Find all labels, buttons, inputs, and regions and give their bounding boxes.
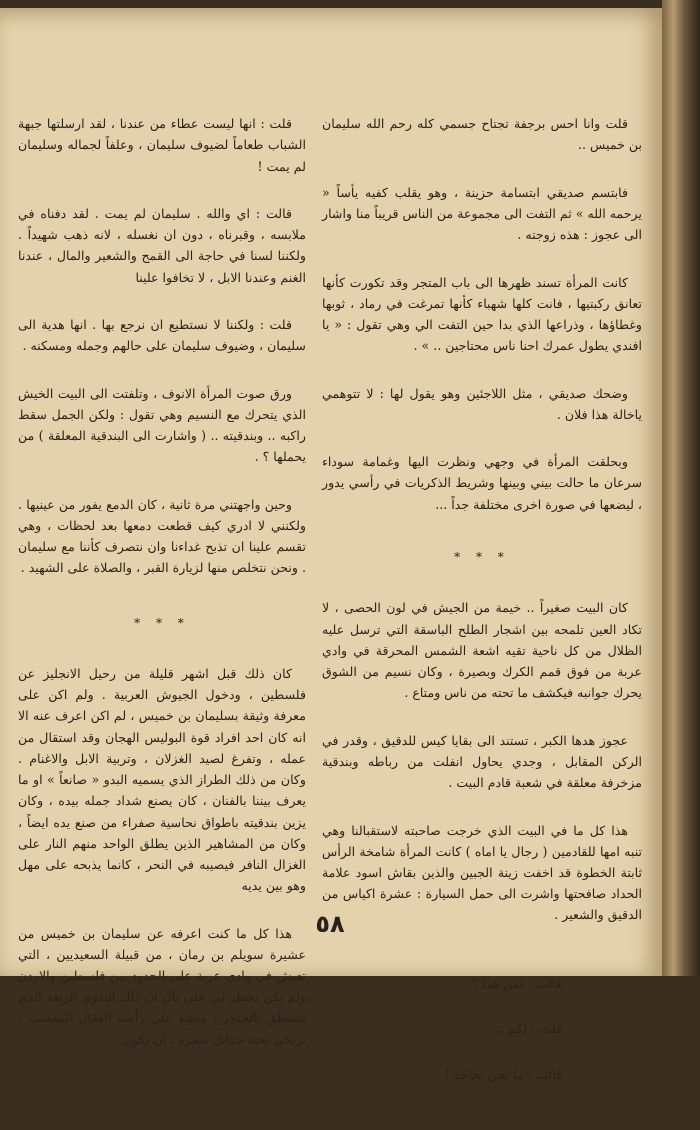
paragraph: هذا كل ما كنت اعرفه عن سليمان بن خميس من عشيرة سويلم بن رمان ، من قبيلة السعيديين ، التي تعيش في وادي عربة على الحدود بين فلسطين والاردن ولم يكن يخطر لي على بال ان ذلك البدوي الربعة الذي يتمنطق بالخنجر ، ويضع على رأسه العقال المقصب ، ترتخي تحته جدائل شعره ، ان يكون	[18, 925, 306, 1047]
paragraph: وضحك صديقي ، مثل اللاجئين وهو يقول لها : لا تتوهمي ياخالة هذا فلان .	[322, 385, 642, 422]
paragraph: قلت : ولكننا لا نستطيع ان نرجع بها . انها هدية الى سليمان ، وضيوف سليمان على حالهم وجمله ومسكنه .	[18, 317, 306, 354]
page-number: ٥٨	[315, 910, 345, 938]
paragraph: قلت وانا احس برجفة تجتاح جسمي كله رحم الله سليمان بن خميس ..	[322, 116, 642, 153]
dialog-line: قلت : لكم ..	[496, 1021, 562, 1037]
dialog-block	[322, 952, 642, 1109]
right-column	[322, 92, 642, 1130]
paragraph: فابتسم صديقي ابتسامة حزينة ، وهو يقلب كفيه يأساً « يرحمه الله » ثم التفت الى مجموعة من الناس قريباً منا واشار الى عجوز : هذه زوجته .	[321, 184, 642, 243]
section-separator: * * *	[134, 615, 190, 630]
book-page	[0, 8, 662, 1082]
paragraph: كانت المرأة تسند ظهرها الى باب المتجر وقد تكورت كأنها تعانق ركبتيها ، فانت كلها شهباء كأنها تمرغت في رماد ، ثوبها وغطاؤها ، وذراعها الذي بدا حين التفت الي وهي تقول : « يا افندي يطول عمرك احنا ناس محتاجين .. » .	[322, 274, 642, 354]
paragraph: وحين واجهتني مرة ثانية ، كان الدمع يفور من عينيها . ولكنني لا ادري كيف قطعت دمعها بعد لحظات ، وهي تقسم علينا ان تذبح غداءنا وان نتصرف كأننا مع سليمان . ونحن نتخلص منها لزيارة القبر ، والصلاة على الشهيد .	[18, 496, 306, 576]
paragraph: قلت : انها ليست عطاء من عندنا ، لقد ارسلتها جبهة الشباب طعاماً لضيوف سليمان ، وعلفاً لجماله وسليمان لم يمت !	[18, 116, 306, 174]
paragraph: قالت : اي والله . سليمان لم يمت . لقد دفناه في ملابسه ، وقبرناه ، دون ان نغسله ، لانه ذهب شهيداً . ولكننا لسنا في حاجة الى القمح والشعير والمال ، عندنا الغنم وعندنا الابل ، لا تخافوا علينا	[18, 206, 306, 285]
left-column	[18, 92, 306, 1076]
section-separator: * * *	[454, 550, 510, 565]
paragraph: كان البيت صغيراً .. خيمة من الجيش في لون الحصى ، لا تكاد العين تلمحه بين اشجار الطلح الباسقة التي ترسل عليه الظلال من كل ناحية تقيه اشعة الشمس المحرقة في وادي عربة من فوق قمم الكرك وبصيرة ، وكان نسيم من الشوق يحرك جوانبه فيكشف ما تحته من ناس ومتاع .	[322, 600, 642, 701]
paragraph: وبحلقت المرأة في وجهي ونظرت اليها وغمامة سوداء سرعان ما حالت بيني وبينها وشريط الذكريات في رأسي يدور ، ليضعها في صورة اخرى مختلفة جداً ...	[322, 454, 642, 512]
paragraph: كان ذلك قبل اشهر قليلة من رحيل الانجليز عن فلسطين ، ودخول الجيوش العربية . ولم اكن على معرفة وثيقة بسليمان بن خميس ، لم اكن اعرف عنه الا انه كان احد افراد قوة البوليس الهجان وقد استقال من عمله ، وتفرغ لصيد الغزلان ، وتربية الابل والاغنام . وكان من ذلك الطراز الذي يسميه البدو « صانعاً » او ما يعرف بيننا بالفنان ، كان يصنع شداد جمله بيده ، وكان يزين بندقيته باطواق نحاسية صفراء من صنع يده ايضاً ، وكان من المشاهير الذين يطلق الواحد منهم النار على الغزال النافر فيصيبه في النحر ، كانما يذبحه على مهل وهو بين يديه	[18, 666, 306, 894]
dialog-line: قالت : لمن هذا ؟	[471, 975, 562, 991]
paragraph: ورق صوت المرأة الانوف ، وتلفتت الى البيت الخيش الذي يتحرك مع النسيم وهي تقول : ولكن الجمل سقط راكبه .. وبندقيته .. ( واشارت الى البندقية المعلقة ) من يحملها ؟ .	[18, 385, 306, 465]
page-edge	[662, 0, 700, 976]
dialog-line: قالت : ما نحن بحاجة !	[444, 1066, 562, 1082]
paragraph: عجوز هدها الكبر ، تستند الى بقايا كيس للدقيق ، وقدر في الركن المقابل ، وجدي يحاول انفلت من رباطه وبندقية مزخرفة معلقة في شعبة قادم البيت .	[322, 732, 642, 791]
paragraph: هذا كل ما في البيت الذي خرجت صاحبته لاستقبالنا وهي تنبه امها للقادمين ( رجال يا اماه ) كانت المرأة شامخة الرأس ثابتة الخطوة قد اخفت زينة الجبين والذين بقاش اسود علامة الحداد صافحتها واشرت الى حمل السيارة : عشرة اكياس من الدقيق والشعير .	[322, 822, 642, 923]
